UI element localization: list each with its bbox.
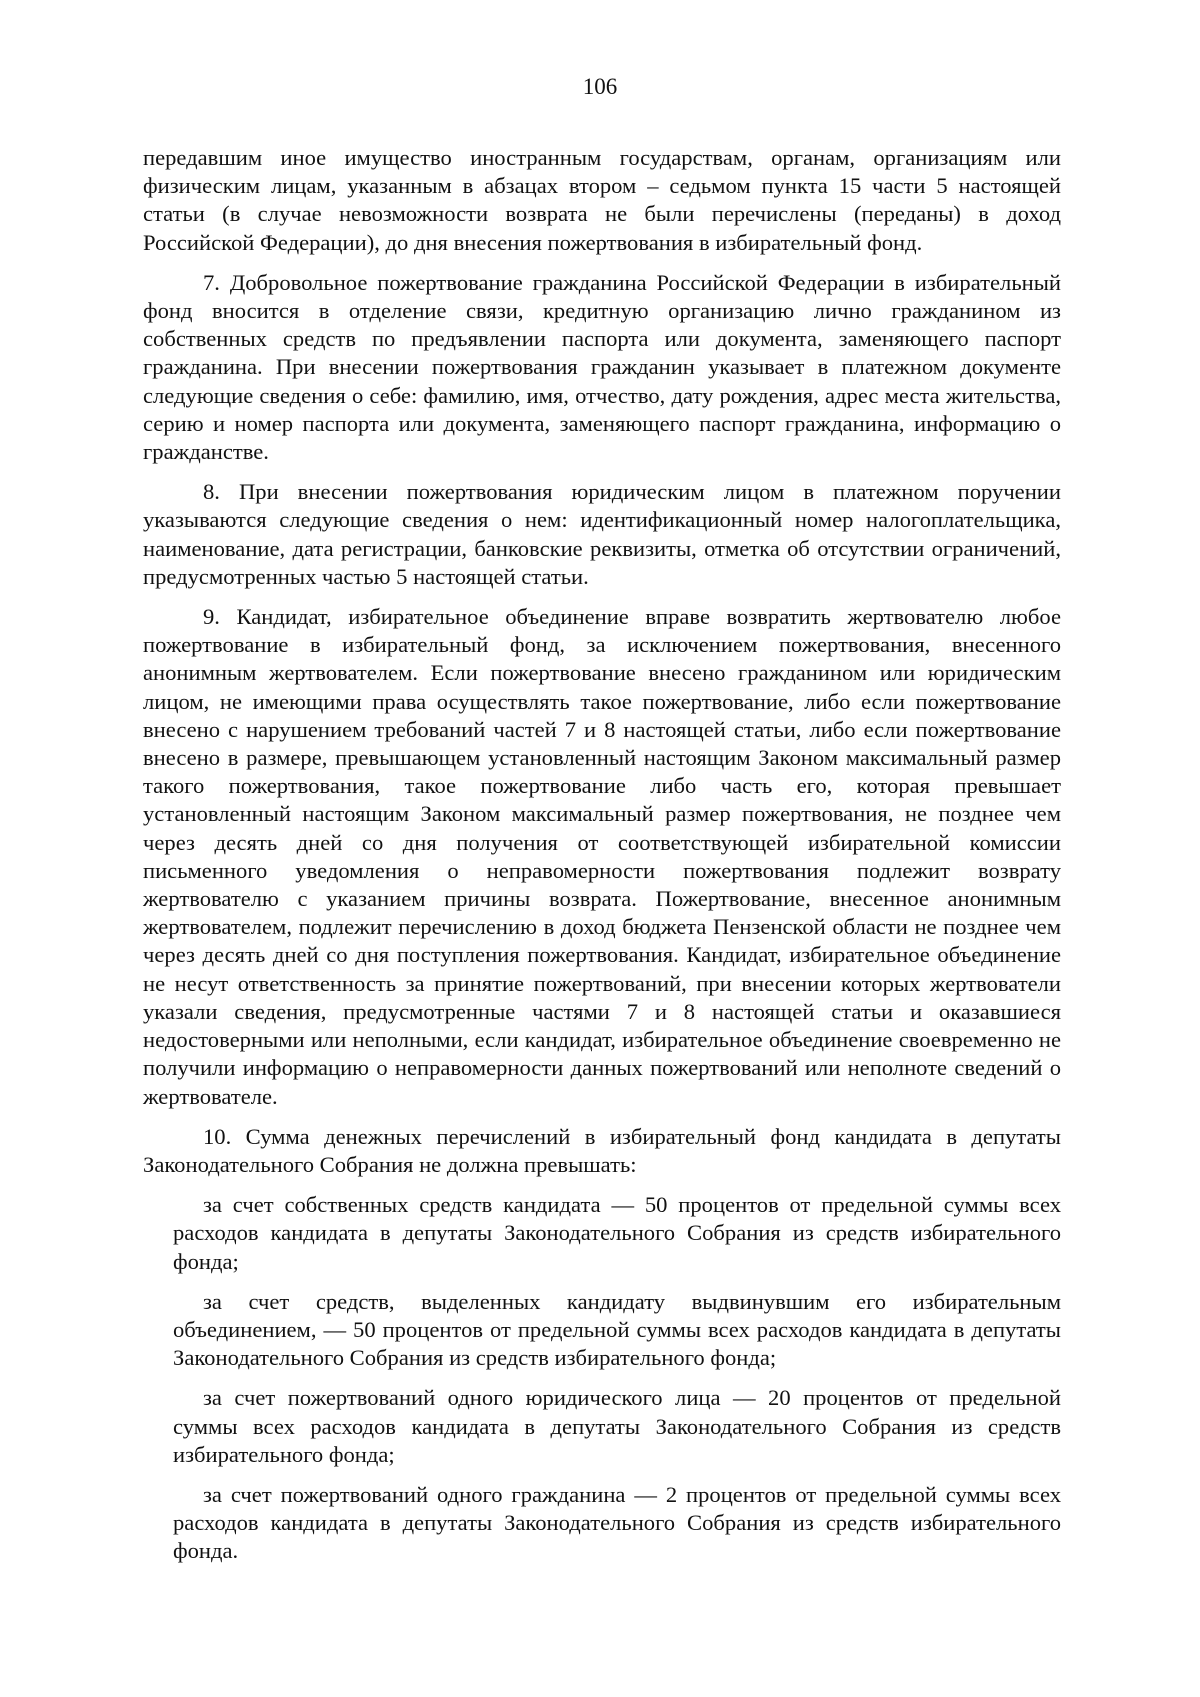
page-number: 106: [582, 74, 618, 99]
sub-paragraph-citizen: за счет пожертвований одного гражданина — 2 процентов от предельной суммы всех расходов кандидата в депутаты Законодательного Собрания из средств избирательного фонда.: [173, 1481, 1061, 1564]
sub-paragraph-own-funds: за счет собственных средств кандидата — 50 процентов от предельной суммы всех расходов кандидата в депутаты Законодательного Собрания из средств избирательного фонда;: [173, 1192, 1061, 1274]
sub-paragraph-party-funds: за счет средств, выделенных кандидату выдвинувшим его избирательным объединением, — 50 процентов от предельной суммы всех расходов кандидата в депутаты Законодательного Собрания из средств избирательного фонда;: [173, 1288, 1061, 1371]
paragraph-10: 10. Сумма денежных перечислений в избирательный фонд кандидата в депутаты Законодательного Собрания не должна превышать:: [143, 1123, 1061, 1177]
paragraph-8: 8. При внесении пожертвования юридическим лицом в платежном поручении указываются следующие сведения о нем: идентификационный номер налогоплательщика, наименование, дата регистрации, банковские реквизиты, отметка об отсутствии ограничений, предусмотренных частью 5 настоящей статьи.: [143, 479, 1061, 589]
paragraph-9: 9. Кандидат, избирательное объединение вправе возвратить жертвователю любое пожертвование в избирательный фонд, за исключением пожертвования, внесенного анонимным жертвователем. Если пожертвование внесено гражданином или юридическим лицом, не имеющими права осуществлять такое пожертвование, либо если пожертвование внесено с нарушением требований частей 7 и 8 настоящей статьи, либо если пожертвование внесено в размере, превышающем установленный настоящим Законом максимальный размер такого пожертвования, такое пожертвование либо часть его, которая превышает установленный настоящим Законом максимальный размер пожертвования, не позднее чем через десять дней со дня получения от соответствующей избирательной комиссии письменного уведомления о неправомерности пожертвования подлежит возврату жертвователю с указанием причины возврата. Пожертвование, внесенное анонимным жертвователем, подлежит перечислению в доход бюджета Пензенской области не позднее чем через десять дней со дня поступления пожертвования. Кандидат, избирательное объединение не несут ответственность за принятие пожертвований, при внесении которых жертвователи указали сведения, предусмотренные частями 7 и 8 настоящей статьи и оказавшиеся недостоверными или неполными, если кандидат, избирательное объединение своевременно не получили информацию о неправомерности данных пожертвований или неполноте сведений о жертвователе.: [143, 604, 1061, 1109]
document-body: [143, 144, 1061, 1578]
paragraph-continuation: передавшим иное имущество иностранным государствам, органам, организациям или физическим лицам, указанным в абзацах втором – седьмом пункта 15 части 5 настоящей статьи (в случае невозможности возврата не были перечислены (переданы) в доход Российской Федерации), до дня внесения пожертвования в избирательный фонд.: [143, 145, 1061, 255]
paragraph-7: 7. Добровольное пожертвование гражданина Российской Федерации в избирательный фонд вносится в отделение связи, кредитную организацию лично гражданином из собственных средств по предъявлении паспорта или документа, заменяющего паспорт гражданина. При внесении пожертвования гражданин указывает в платежном документе следующие сведения о себе: фамилию, имя, отчество, дату рождения, адрес места жительства, серию и номер паспорта или документа, заменяющего паспорт гражданина, информацию о гражданстве.: [143, 269, 1061, 465]
sub-paragraph-legal-entity: за счет пожертвований одного юридического лица — 20 процентов от предельной суммы всех расходов кандидата в депутаты Законодательного Собрания из средств избирательного фонда;: [173, 1385, 1061, 1467]
